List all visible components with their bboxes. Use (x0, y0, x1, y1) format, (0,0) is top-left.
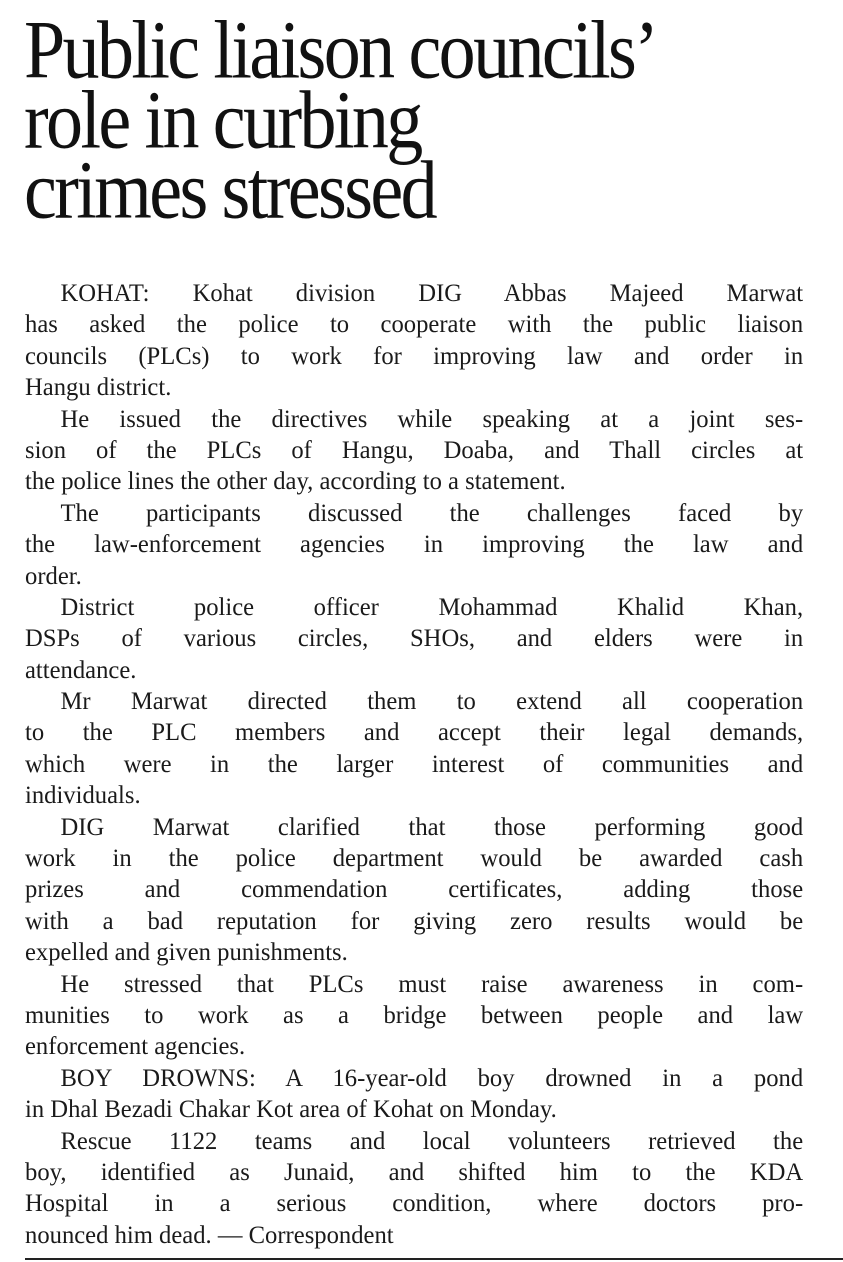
headline-line: Public liaison councils’ (24, 4, 657, 97)
paragraph-line: District police officer Mohammad Khalid Khan, (60, 593, 804, 621)
headline-line: role in curbing (24, 74, 421, 167)
paragraph-line: boy, identified as Junaid, and shifted him to the KDA (25, 1158, 804, 1186)
paragraph-line: DIG Marwat clarified that those performing good (60, 813, 804, 841)
paragraph-line: attendance. (25, 656, 137, 684)
paragraph-line: nounced him dead. — Correspondent (25, 1221, 394, 1249)
article-paragraph (25, 404, 815, 498)
paragraph-line: the law-enforcement agencies in improving the law and (25, 531, 804, 559)
paragraph-line: The participants discussed the challenges faced by (60, 499, 804, 527)
paragraph-line: order. (25, 562, 82, 590)
paragraph-line: the police lines the other day, according to a statement. (25, 468, 566, 496)
article-paragraph (25, 592, 815, 686)
headline (24, 4, 824, 237)
paragraph-line: DSPs of various circles, SHOs, and elders were in (25, 625, 804, 653)
article-paragraph (25, 278, 815, 404)
paragraph-line: which were in the larger interest of communities and (25, 750, 804, 778)
article-paragraph (25, 969, 815, 1063)
paragraph-line: enforcement agencies. (25, 1033, 246, 1061)
article-paragraph (25, 812, 815, 969)
paragraph-line: individuals. (25, 782, 141, 810)
article-paragraph (25, 1063, 815, 1126)
article-paragraph (25, 1126, 815, 1252)
paragraph-line: KOHAT: Kohat division DIG Abbas Majeed Marwat (60, 280, 804, 307)
article-paragraph (25, 686, 815, 812)
paragraph-line: Hospital in a serious condition, where doctors pro- (25, 1190, 804, 1218)
paragraph-line: BOY DROWNS: A 16-year-old boy drowned in a pond (60, 1064, 804, 1092)
paragraph-line: sion of the PLCs of Hangu, Doaba, and Thall circles at (25, 436, 804, 464)
paragraph-line: He issued the directives while speaking at a joint ses- (60, 405, 804, 433)
paragraph-line: He stressed that PLCs must raise awareness in com- (60, 970, 804, 998)
paragraph-line: Mr Marwat directed them to extend all cooperation (60, 688, 804, 716)
paragraph-line: to the PLC members and accept their legal demands, (25, 719, 804, 747)
article-paragraph (25, 498, 815, 592)
paragraph-line: has asked the police to cooperate with the public liaison (25, 311, 804, 339)
paragraph-line: with a bad reputation for giving zero results would be (25, 907, 804, 935)
bottom-rule (25, 1258, 843, 1260)
paragraph-line: Rescue 1122 teams and local volunteers retrieved the (60, 1127, 804, 1155)
paragraph-line: Hangu district. (25, 374, 172, 402)
paragraph-line: councils (PLCs) to work for improving law and order in (25, 342, 804, 370)
headline-line: crimes stressed (24, 144, 436, 237)
paragraph-line: in Dhal Bezadi Chakar Kot area of Kohat on Monday. (25, 1096, 557, 1124)
paragraph-line: expelled and given punishments. (25, 939, 348, 967)
paragraph-line: work in the police department would be awarded cash (25, 845, 804, 873)
article-body (25, 278, 815, 1251)
paragraph-line: prizes and commendation certificates, adding those (25, 876, 804, 904)
paragraph-line: munities to work as a bridge between people and law (25, 1001, 804, 1029)
